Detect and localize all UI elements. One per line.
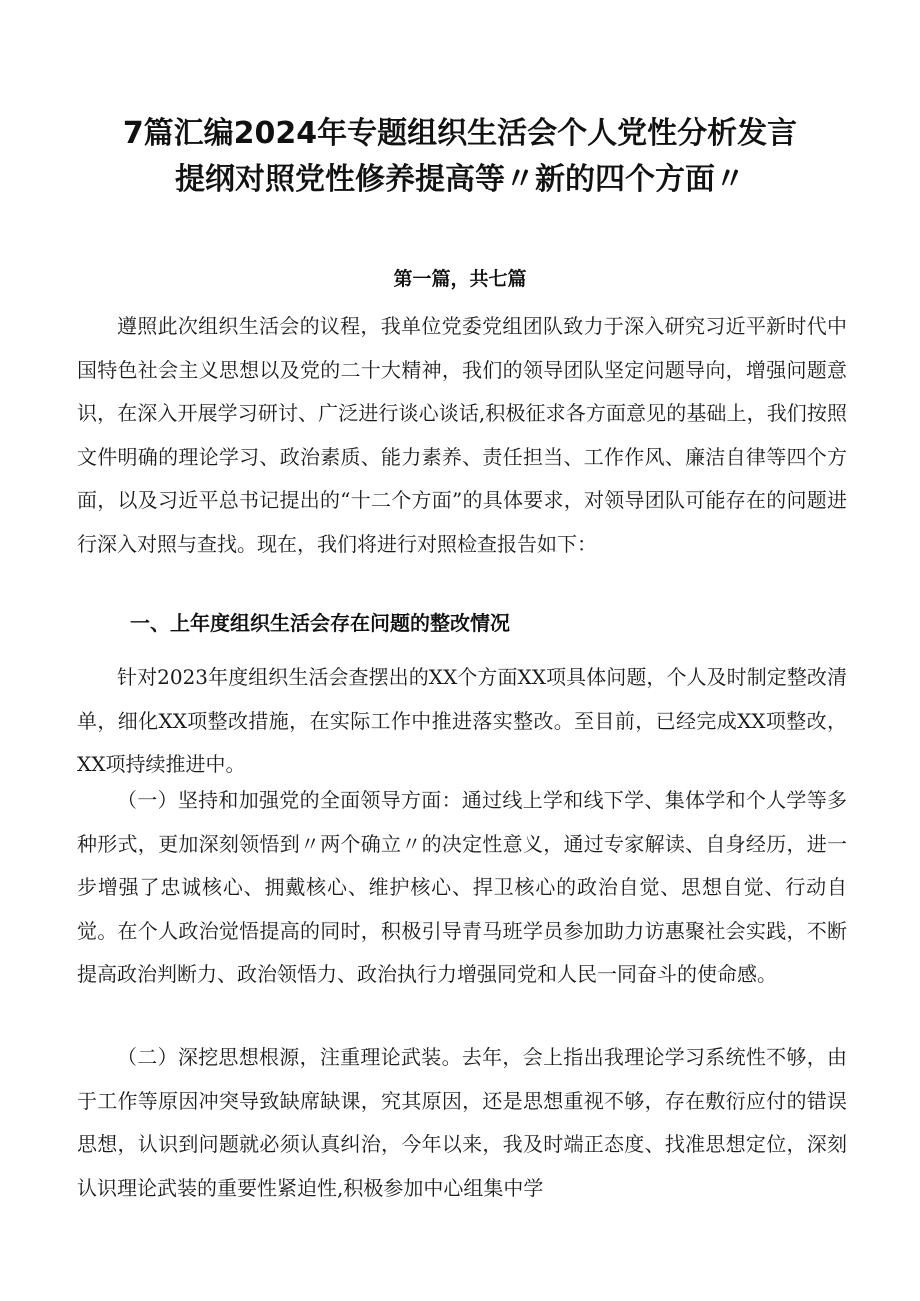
document-title-line-2: 提纲对照党性修养提高等〃新的四个方面〃 — [175, 162, 745, 197]
paragraph-intro: 遵照此次组织生活会的议程，我单位党委党组团队致力于深入研究习近平新时代中国特色社会主义思想以及党的二十大精神，我们的领导团队坚定问题导向，增强问题意识，在深入开展学习研讨、广泛进行谈心谈话,积极征求各方面意见的基础上，我们按照文件明确的理论学习、政治素质、能力素养、责任担当、工作作风、廉洁自律等四个方面，以及习近平总书记提出的“十二个方面”的具体要求，对领导团队可能存在的问题进行深入对照与查找。现在，我们将进行对照检查报告如下： — [77, 314, 847, 556]
paragraph-rectification-summary: 针对2023年度组织生活会查摆出的XX个方面XX项具体问题，个人及时制定整改清单，细化XX项整改措施，在实际工作中推进落实整改。至目前，已经完成XX项整改，XX项持续推进中。 — [77, 665, 847, 776]
document-title-line-1: 7篇汇编2024年专题组织生活会个人党性分析发言 — [122, 116, 798, 151]
section-heading-1: 一、上年度组织生活会存在问题的整改情况 — [130, 611, 510, 635]
paragraph-item-2: （二）深挖思想根源，注重理论武装。去年，会上指出我理论学习系统性不够，由于工作等原因冲突导致缺席缺课，究其原因，还是思想重视不够，存在敷衍应付的错误思想，认识到问题就必须认真纠治，今年以来，我及时端正态度、找准思想定位，深刻认识理论武装的重要性紧迫性,积极参加中心组集中学 — [77, 1045, 847, 1200]
document-subtitle: 第一篇，共七篇 — [393, 268, 527, 290]
paragraph-item-1: （一）坚持和加强党的全面领导方面：通过线上学和线下学、集体学和个人学等多种形式，更加深刻领悟到〃两个确立〃的决定性意义，通过专家解读、自身经历，进一步增强了忠诚核心、拥戴核心、维护核心、捍卫核心的政治自觉、思想自觉、行动自觉。在个人政治觉悟提高的同时，积极引导青马班学员参加助力访惠聚社会实践，不断提高政治判断力、政治领悟力、政治执行力增强同党和人民一同奋斗的使命感。 — [77, 788, 847, 986]
